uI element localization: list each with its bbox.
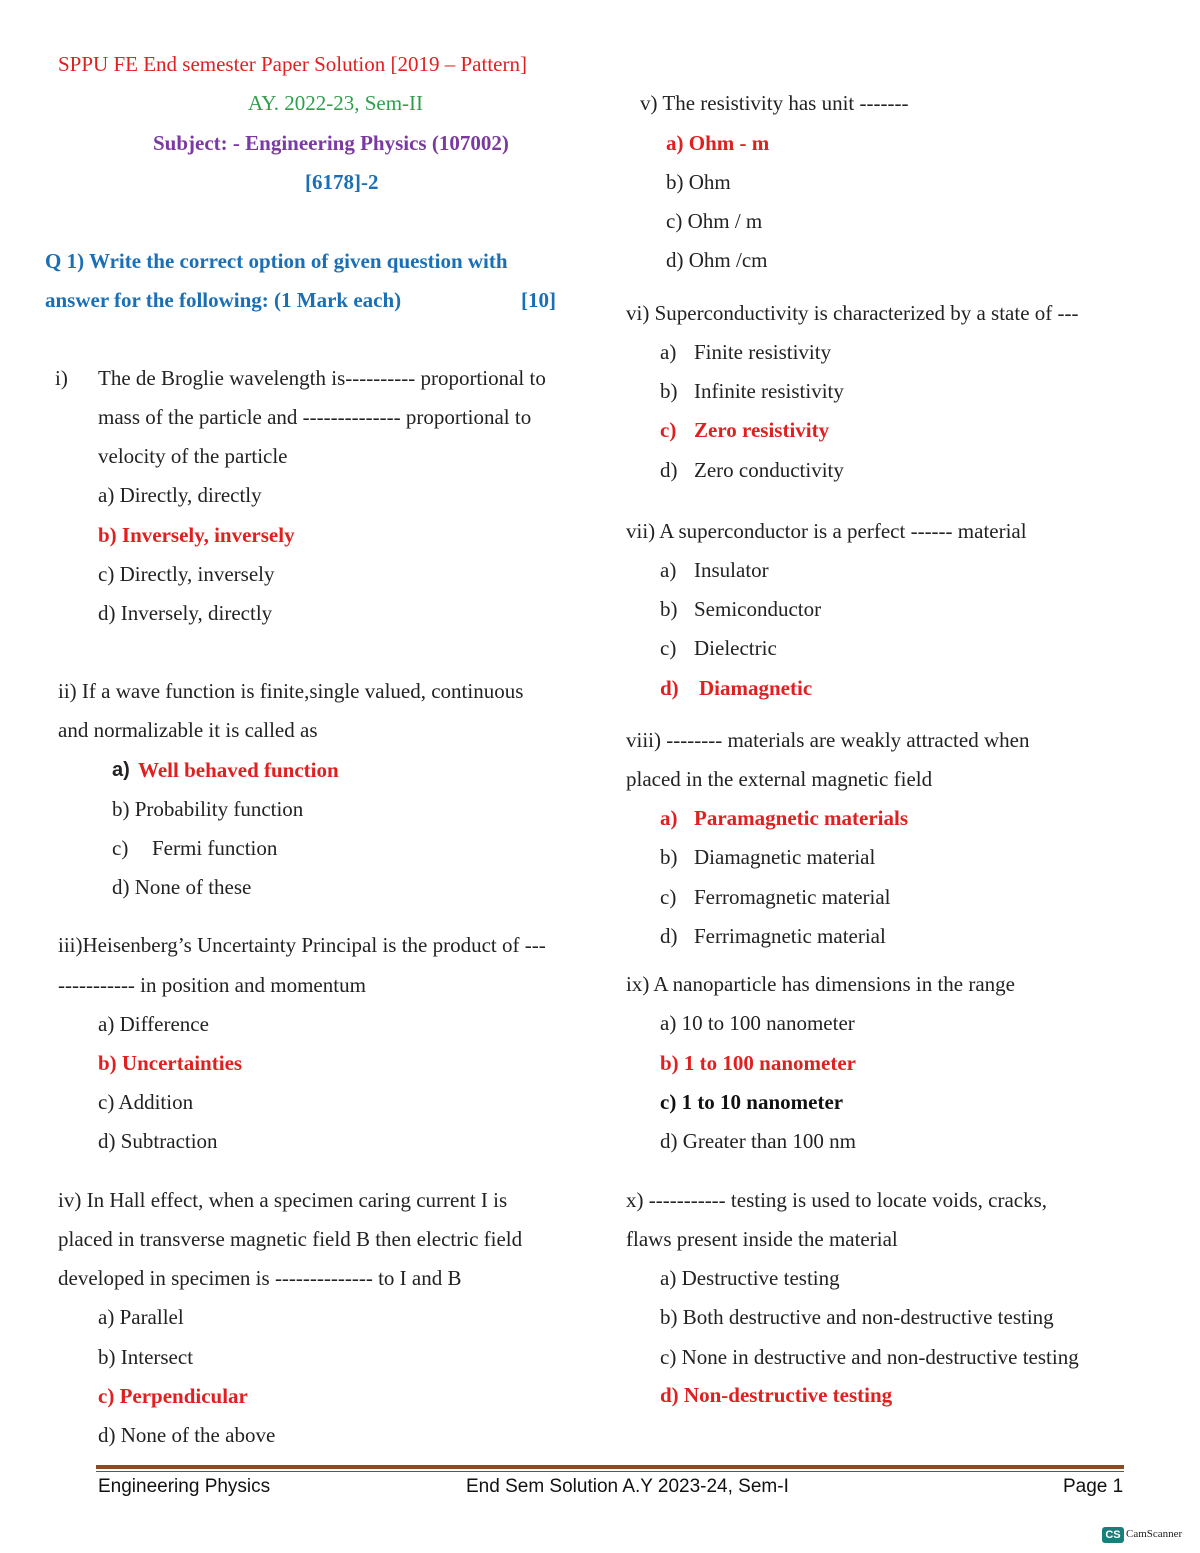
option: c) None in destructive and non-destructive testing [660, 1345, 1079, 1369]
option: a) Parallel [98, 1305, 184, 1329]
camscanner-logo-icon: CS [1102, 1527, 1124, 1543]
option-label: c) [660, 418, 677, 442]
correct-option: Diamagnetic [699, 676, 813, 700]
option: Insulator [694, 558, 769, 582]
instruction-line-2: answer for the following: (1 Mark each) [45, 288, 402, 312]
question-stem: The de Broglie wavelength is---------- proportional to [98, 366, 546, 390]
option: d) None of these [112, 875, 252, 899]
option: d) Greater than 100 nm [660, 1129, 856, 1153]
marks-badge: [10] [521, 288, 556, 312]
option: a) Directly, directly [98, 483, 262, 507]
option: b) Ohm [666, 170, 731, 194]
option: b) Intersect [98, 1345, 194, 1369]
option: c) Addition [98, 1090, 194, 1114]
option: d) None of the above [98, 1423, 276, 1447]
correct-option: b) 1 to 100 nanometer [660, 1051, 856, 1075]
correct-option: b) Inversely, inversely [98, 523, 295, 547]
question-stem: x) ----------- testing is used to locate voids, cracks, [626, 1188, 1048, 1212]
question-stem: iii)Heisenberg’s Uncertainty Principal is the product of --- [58, 933, 546, 957]
academic-year: AY. 2022-23, Sem-II [248, 91, 424, 115]
footer-rule-thin [96, 1471, 1124, 1472]
option-label: c) [112, 836, 129, 860]
subject-line: Subject: - Engineering Physics (107002) [153, 131, 509, 155]
footer-center: End Sem Solution A.Y 2023-24, Sem-I [466, 1476, 789, 1497]
option-label: d) [660, 924, 678, 948]
option-label: b) [660, 845, 678, 869]
option: Zero conductivity [694, 458, 844, 482]
question-stem: vi) Superconductivity is characterized by a state of --- [626, 301, 1079, 325]
option-label: a) [112, 759, 130, 781]
option-label: c) [660, 636, 677, 660]
footer-rule [96, 1465, 1124, 1469]
question-stem: placed in the external magnetic field [626, 767, 933, 791]
option-label: a) [660, 806, 678, 830]
question-stem: velocity of the particle [98, 444, 288, 468]
question-stem: ii) If a wave function is finite,single valued, continuous [58, 679, 524, 703]
correct-option: d) Non-destructive testing [660, 1383, 893, 1407]
question-stem: mass of the particle and -------------- proportional to [98, 405, 532, 429]
question-stem: and normalizable it is called as [58, 718, 318, 742]
correct-option: Well behaved function [138, 758, 339, 782]
option: Diamagnetic material [694, 845, 876, 869]
option: d) Ohm /cm [666, 248, 768, 272]
option: c) Directly, inversely [98, 562, 275, 586]
option: d) Inversely, directly [98, 601, 273, 625]
option: c) 1 to 10 nanometer [660, 1090, 844, 1114]
option: Finite resistivity [694, 340, 832, 364]
instruction-line-1: Q 1) Write the correct option of given question with [45, 249, 508, 273]
option: c) Ohm / m [666, 209, 763, 233]
option: a) Destructive testing [660, 1266, 840, 1290]
option-label: b) [660, 597, 678, 621]
option: b) Probability function [112, 797, 304, 821]
option: Ferrimagnetic material [694, 924, 886, 948]
option-label: a) [660, 340, 677, 364]
question-stem: ----------- in position and momentum [58, 973, 366, 997]
option: a) Difference [98, 1012, 209, 1036]
paper-title: SPPU FE End semester Paper Solution [2019 – Pattern] [58, 52, 527, 76]
option-label: d) [660, 676, 679, 700]
option: Dielectric [694, 636, 777, 660]
option: d) Subtraction [98, 1129, 218, 1153]
option: Ferromagnetic material [694, 885, 891, 909]
option-label: a) [660, 558, 677, 582]
correct-option: Zero resistivity [694, 418, 830, 442]
option-label: d) [660, 458, 678, 482]
question-stem: ix) A nanoparticle has dimensions in the range [626, 972, 1015, 996]
question-stem: developed in specimen is -------------- to I and B [58, 1266, 462, 1290]
page-number: Page 1 [1063, 1476, 1124, 1497]
option: Infinite resistivity [694, 379, 844, 403]
question-stem: viii) -------- materials are weakly attracted when [626, 728, 1030, 752]
option: Fermi function [152, 836, 278, 860]
option-label: b) [660, 379, 678, 403]
option-label: c) [660, 885, 677, 909]
question-number: i) [55, 366, 68, 390]
option: a) 10 to 100 nanometer [660, 1011, 855, 1035]
correct-option: Paramagnetic materials [694, 806, 909, 830]
correct-option: c) Perpendicular [98, 1384, 248, 1408]
paper-code: [6178]-2 [305, 170, 379, 194]
question-stem: flaws present inside the material [626, 1227, 898, 1251]
option: Semiconductor [694, 597, 822, 621]
correct-option: b) Uncertainties [98, 1051, 243, 1075]
question-stem: placed in transverse magnetic field B then electric field [58, 1227, 523, 1251]
camscanner-watermark: CamScanner [1126, 1528, 1183, 1540]
question-stem: iv) In Hall effect, when a specimen caring current I is [58, 1188, 508, 1212]
question-stem: v) The resistivity has unit ------- [640, 91, 909, 115]
question-stem: vii) A superconductor is a perfect ------ material [626, 519, 1027, 543]
correct-option: a) Ohm - m [666, 131, 770, 155]
footer-left: Engineering Physics [98, 1476, 271, 1497]
option: b) Both destructive and non-destructive testing [660, 1305, 1054, 1329]
